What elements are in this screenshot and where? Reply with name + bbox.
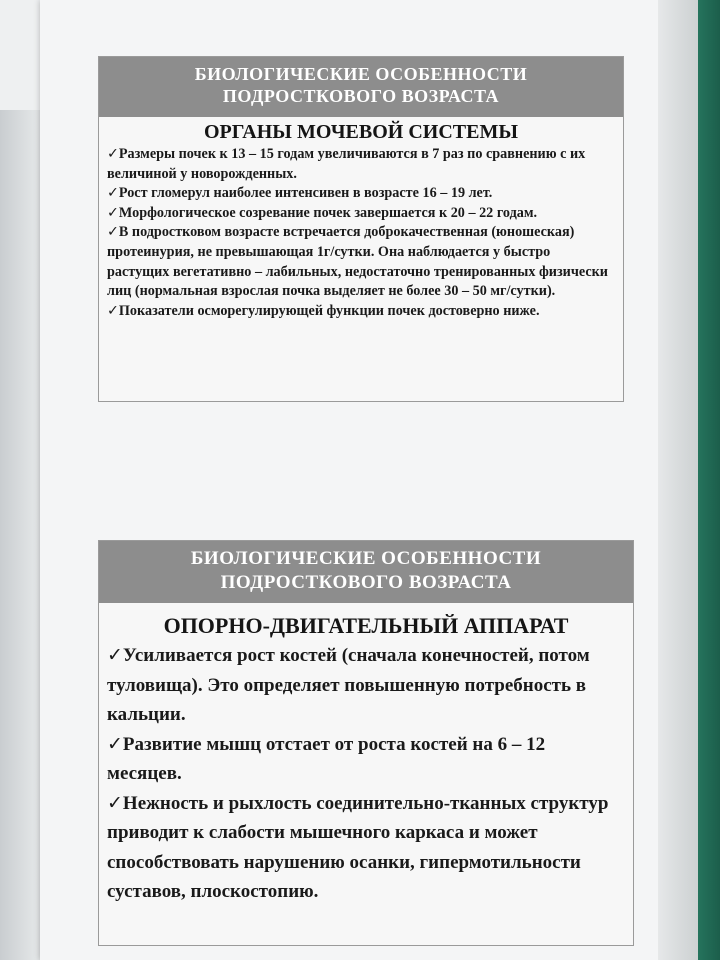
bullet-item — [107, 789, 623, 907]
checkmark-icon: ✓ — [107, 204, 119, 221]
bullet-text: Рост гломерул наиболее интенсивен в возрасте 16 – 19 лет. — [118, 185, 493, 202]
bullet-text: Усиливается рост костей (сначала конечностей, потом туловища). Это определяет повышенную потребность в кальции. — [107, 645, 590, 725]
bullet-list — [99, 145, 623, 321]
bullet-text: Морфологическое созревание почек завершается к 20 – 22 годам. — [118, 204, 538, 221]
banner-line-1: БИОЛОГИЧЕСКИЕ ОСОБЕННОСТИ — [194, 64, 528, 84]
banner-line-2: ПОДРОСТКОВОГО ВОЗРАСТА — [220, 572, 512, 593]
bullet-item — [107, 223, 613, 301]
checkmark-icon: ✓ — [107, 791, 123, 814]
page-edge-shadow — [658, 0, 698, 960]
bullet-item — [107, 730, 623, 789]
bullet-item — [107, 145, 613, 184]
checkmark-icon: ✓ — [107, 146, 119, 162]
checkmark-icon: ✓ — [107, 644, 123, 666]
banner-line-2: ПОДРОСТКОВОГО ВОЗРАСТА — [222, 86, 500, 106]
bullet-text: Развитие мышц отстает от роста костей на 6 – 12 месяцев. — [107, 733, 546, 784]
checkmark-icon: ✓ — [107, 185, 119, 202]
slide-banner — [99, 57, 623, 117]
slide-musculoskeletal — [98, 540, 634, 946]
bullet-item — [107, 204, 613, 224]
slide-urinary-system — [98, 56, 624, 402]
bullet-text: В подростковом возрасте встречается доброкачественная (юношеская) протеинурия, не превышающая 1г/сутки. Она наблюдается у быстро растущих вегетативно – лабильных, недостаточно тренированных физически лиц (нормальная взрослая почка выделяет не более 30 – 50 мг/сутки). — [107, 224, 608, 300]
bullet-item — [107, 302, 613, 322]
bullet-text: Размеры почек к 13 – 15 годам увеличиваются в 7 раз по сравнению с их величиной у новорожденных. — [107, 146, 586, 182]
checkmark-icon: ✓ — [107, 732, 123, 755]
checkmark-icon: ✓ — [107, 302, 119, 319]
printed-page — [40, 0, 680, 960]
bullet-item — [107, 184, 613, 204]
banner-line-1: БИОЛОГИЧЕСКИЕ ОСОБЕННОСТИ — [190, 548, 542, 569]
slide-heading: ОПОРНО-ДВИГАТЕЛЬНЫЙ АППАРАТ — [163, 613, 569, 638]
checkmark-icon: ✓ — [107, 224, 119, 241]
slide-heading: ОРГАНЫ МОЧЕВОЙ СИСТЕМЫ — [203, 121, 518, 143]
bullet-text: Показатели осморегулирующей функции почек достоверно ниже. — [118, 302, 540, 319]
bullet-item — [107, 641, 623, 730]
bullet-list — [99, 641, 633, 907]
bullet-text: Нежность и рыхлость соединительно-тканных структур приводит к слабости мышечного каркаса и может способствовать нарушению осанки, гипермотильности суставов, плоскостопию. — [107, 792, 609, 902]
slide-banner — [99, 541, 633, 603]
